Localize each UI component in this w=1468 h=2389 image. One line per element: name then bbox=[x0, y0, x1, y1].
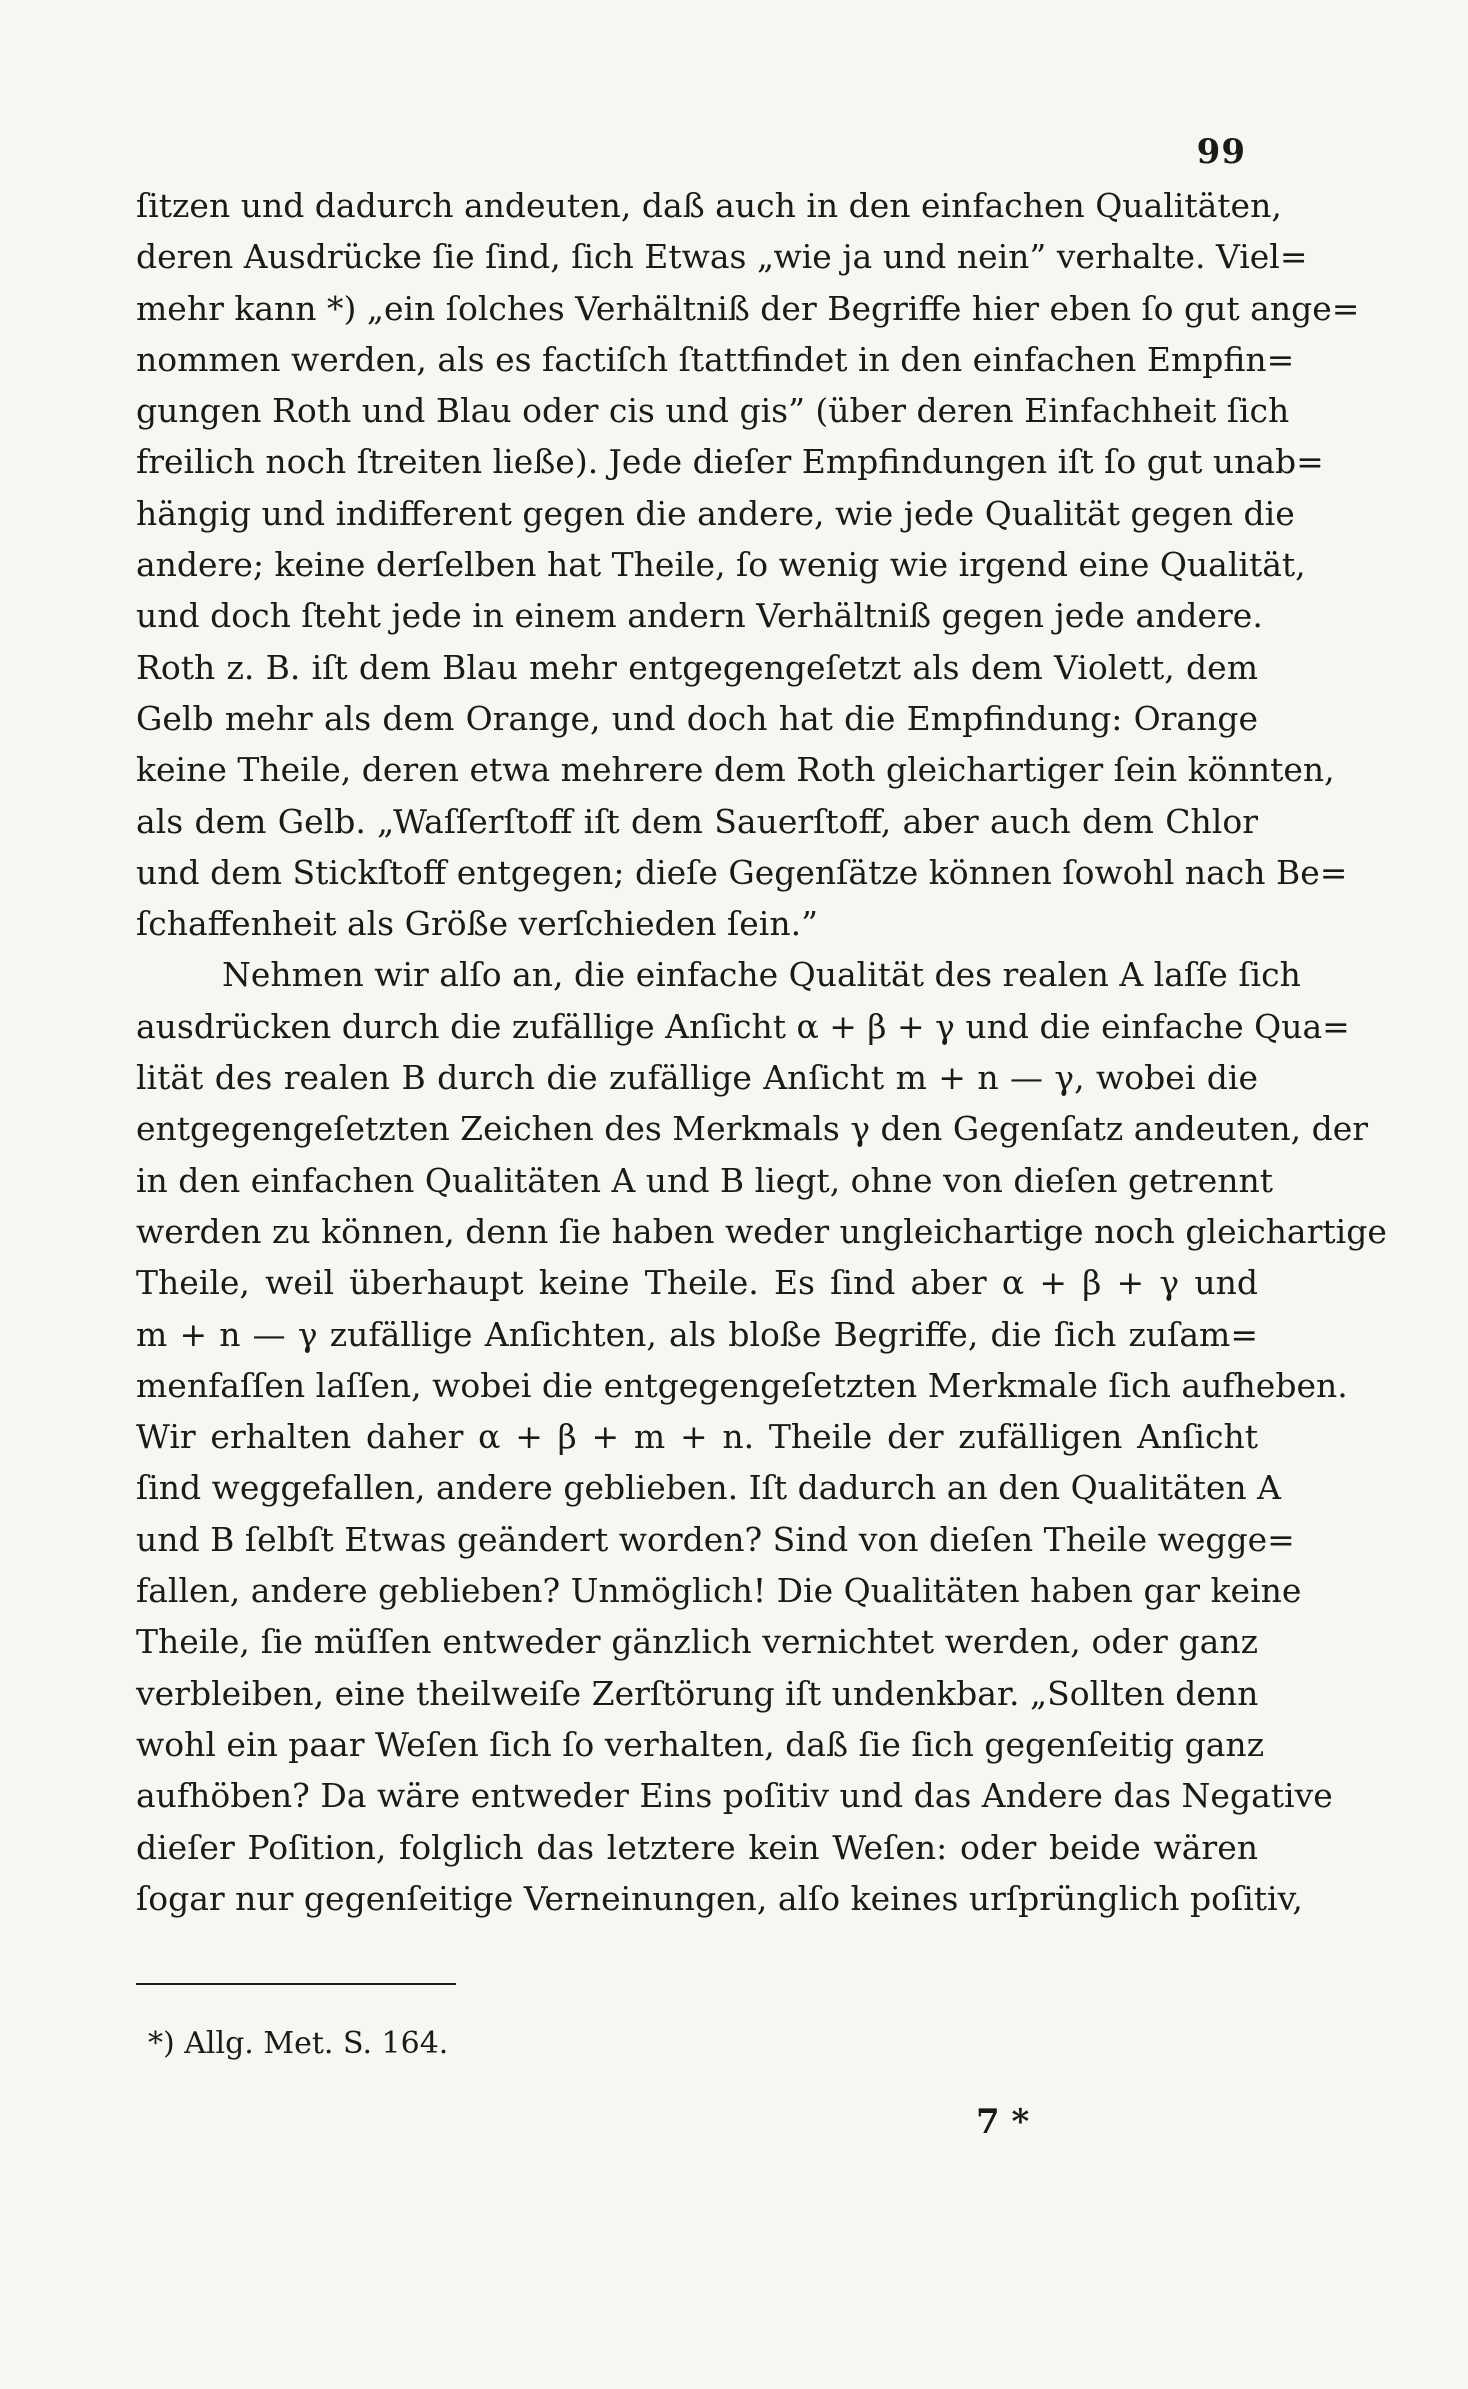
text-line: Wir erhalten daher α + β + m + n. Theile der zufälligen Anſicht bbox=[136, 1417, 1258, 1457]
text-line: keine Theile, deren etwa mehrere dem Roth gleichartiger ſein könnten, bbox=[136, 750, 1335, 790]
text-line: Roth z. B. iſt dem Blau mehr entgegengeſetzt als dem Violett, dem bbox=[136, 647, 1258, 687]
paragraph-start-line: Nehmen wir alſo an, die einfache Qualität des realen A laſſe ſich bbox=[222, 955, 1301, 995]
body-text bbox=[136, 180, 1387, 1924]
text-line: und doch ſteht jede in einem andern Verhältniß gegen jede andere. bbox=[136, 596, 1263, 636]
text-line: ſchaffenheit als Größe verſchieden ſein.” bbox=[136, 904, 818, 944]
footnote-divider bbox=[136, 1983, 456, 1985]
text-line: fallen, andere geblieben? Unmöglich! Die Qualitäten haben gar keine bbox=[136, 1571, 1302, 1611]
text-line: ausdrücken durch die zufällige Anſicht α + β + γ und die einfache Qua= bbox=[136, 1006, 1350, 1046]
page-number: 99 bbox=[1196, 132, 1246, 172]
text-line: aufhöben? Da wäre entweder Eins poſitiv und das Andere das Negative bbox=[136, 1776, 1333, 1816]
text-line: ſitzen und dadurch andeuten, daß auch in den einfachen Qualitäten, bbox=[136, 186, 1282, 225]
text-line: freilich noch ſtreiten ließe). Jede dieſer Empfindungen iſt ſo gut unab= bbox=[136, 442, 1324, 482]
text-line: werden zu können, denn ſie haben weder ungleichartige noch gleichartige bbox=[136, 1211, 1387, 1251]
text-line: entgegengeſetzten Zeichen des Merkmals γ den Gegenſatz andeuten, der bbox=[136, 1109, 1369, 1149]
text-line: verbleiben, eine theilweiſe Zerſtörung iſt undenkbar. „Sollten denn bbox=[136, 1673, 1259, 1713]
signature-mark: 7 * bbox=[976, 2102, 1030, 2142]
footnote: *) Allg. Met. S. 164. bbox=[148, 2026, 449, 2061]
text-line: mehr kann *) „ein ſolches Verhältniß der Begriffe hier eben ſo gut ange= bbox=[136, 288, 1360, 328]
text-line: menfaſſen laſſen, wobei die entgegengeſetzten Merkmale ſich aufheben. bbox=[136, 1365, 1348, 1405]
text-line: nommen werden, als es factiſch ſtattfindet in den einfachen Empfin= bbox=[136, 339, 1295, 379]
text-line: deren Ausdrücke ſie ſind, ſich Etwas „wie ja und nein” verhalte. Viel= bbox=[136, 237, 1308, 277]
text-line: ſogar nur gegenſeitige Verneinungen, alſo keines urſprünglich poſitiv, bbox=[136, 1878, 1303, 1918]
text-line: andere; keine derſelben hat Theile, ſo wenig wie irgend eine Qualität, bbox=[136, 545, 1306, 585]
text-line: gungen Roth und Blau oder cis und gis” (über deren Einfachheit ſich bbox=[136, 391, 1290, 431]
text-line: als dem Gelb. „Waſſerſtoff iſt dem Sauerſtoff, aber auch dem Chlor bbox=[136, 801, 1258, 841]
text-line: und B ſelbſt Etwas geändert worden? Sind von dieſen Theile wegge= bbox=[136, 1519, 1295, 1559]
text-line: hängig und indifferent gegen die andere, wie jede Qualität gegen die bbox=[136, 493, 1295, 533]
text-line: Theile, ſie müſſen entweder gänzlich vernichtet werden, oder ganz bbox=[136, 1622, 1258, 1662]
text-line: in den einfachen Qualitäten A und B liegt, ohne von dieſen getrennt bbox=[136, 1160, 1274, 1200]
text-line: und dem Stickſtoff entgegen; dieſe Gegenſätze können ſowohl nach Be= bbox=[136, 852, 1348, 892]
text-line: lität des realen B durch die zufällige Anſicht m + n — γ, wobei die bbox=[136, 1058, 1258, 1098]
text-line: ſind weggefallen, andere geblieben. Iſt dadurch an den Qualitäten A bbox=[136, 1468, 1282, 1508]
text-line: wohl ein paar Weſen ſich ſo verhalten, daß ſie ſich gegenſeitig ganz bbox=[136, 1724, 1265, 1764]
text-line: Gelb mehr als dem Orange, und doch hat die Empfindung: Orange bbox=[136, 698, 1258, 738]
text-line: dieſer Poſition, folglich das letztere kein Weſen: oder beide wären bbox=[136, 1827, 1258, 1867]
text-line: m + n — γ zufällige Anſichten, als bloße Begriffe, die ſich zuſam= bbox=[136, 1314, 1258, 1354]
text-line: Theile, weil überhaupt keine Theile. Es ſind aber α + β + γ und bbox=[136, 1263, 1258, 1303]
